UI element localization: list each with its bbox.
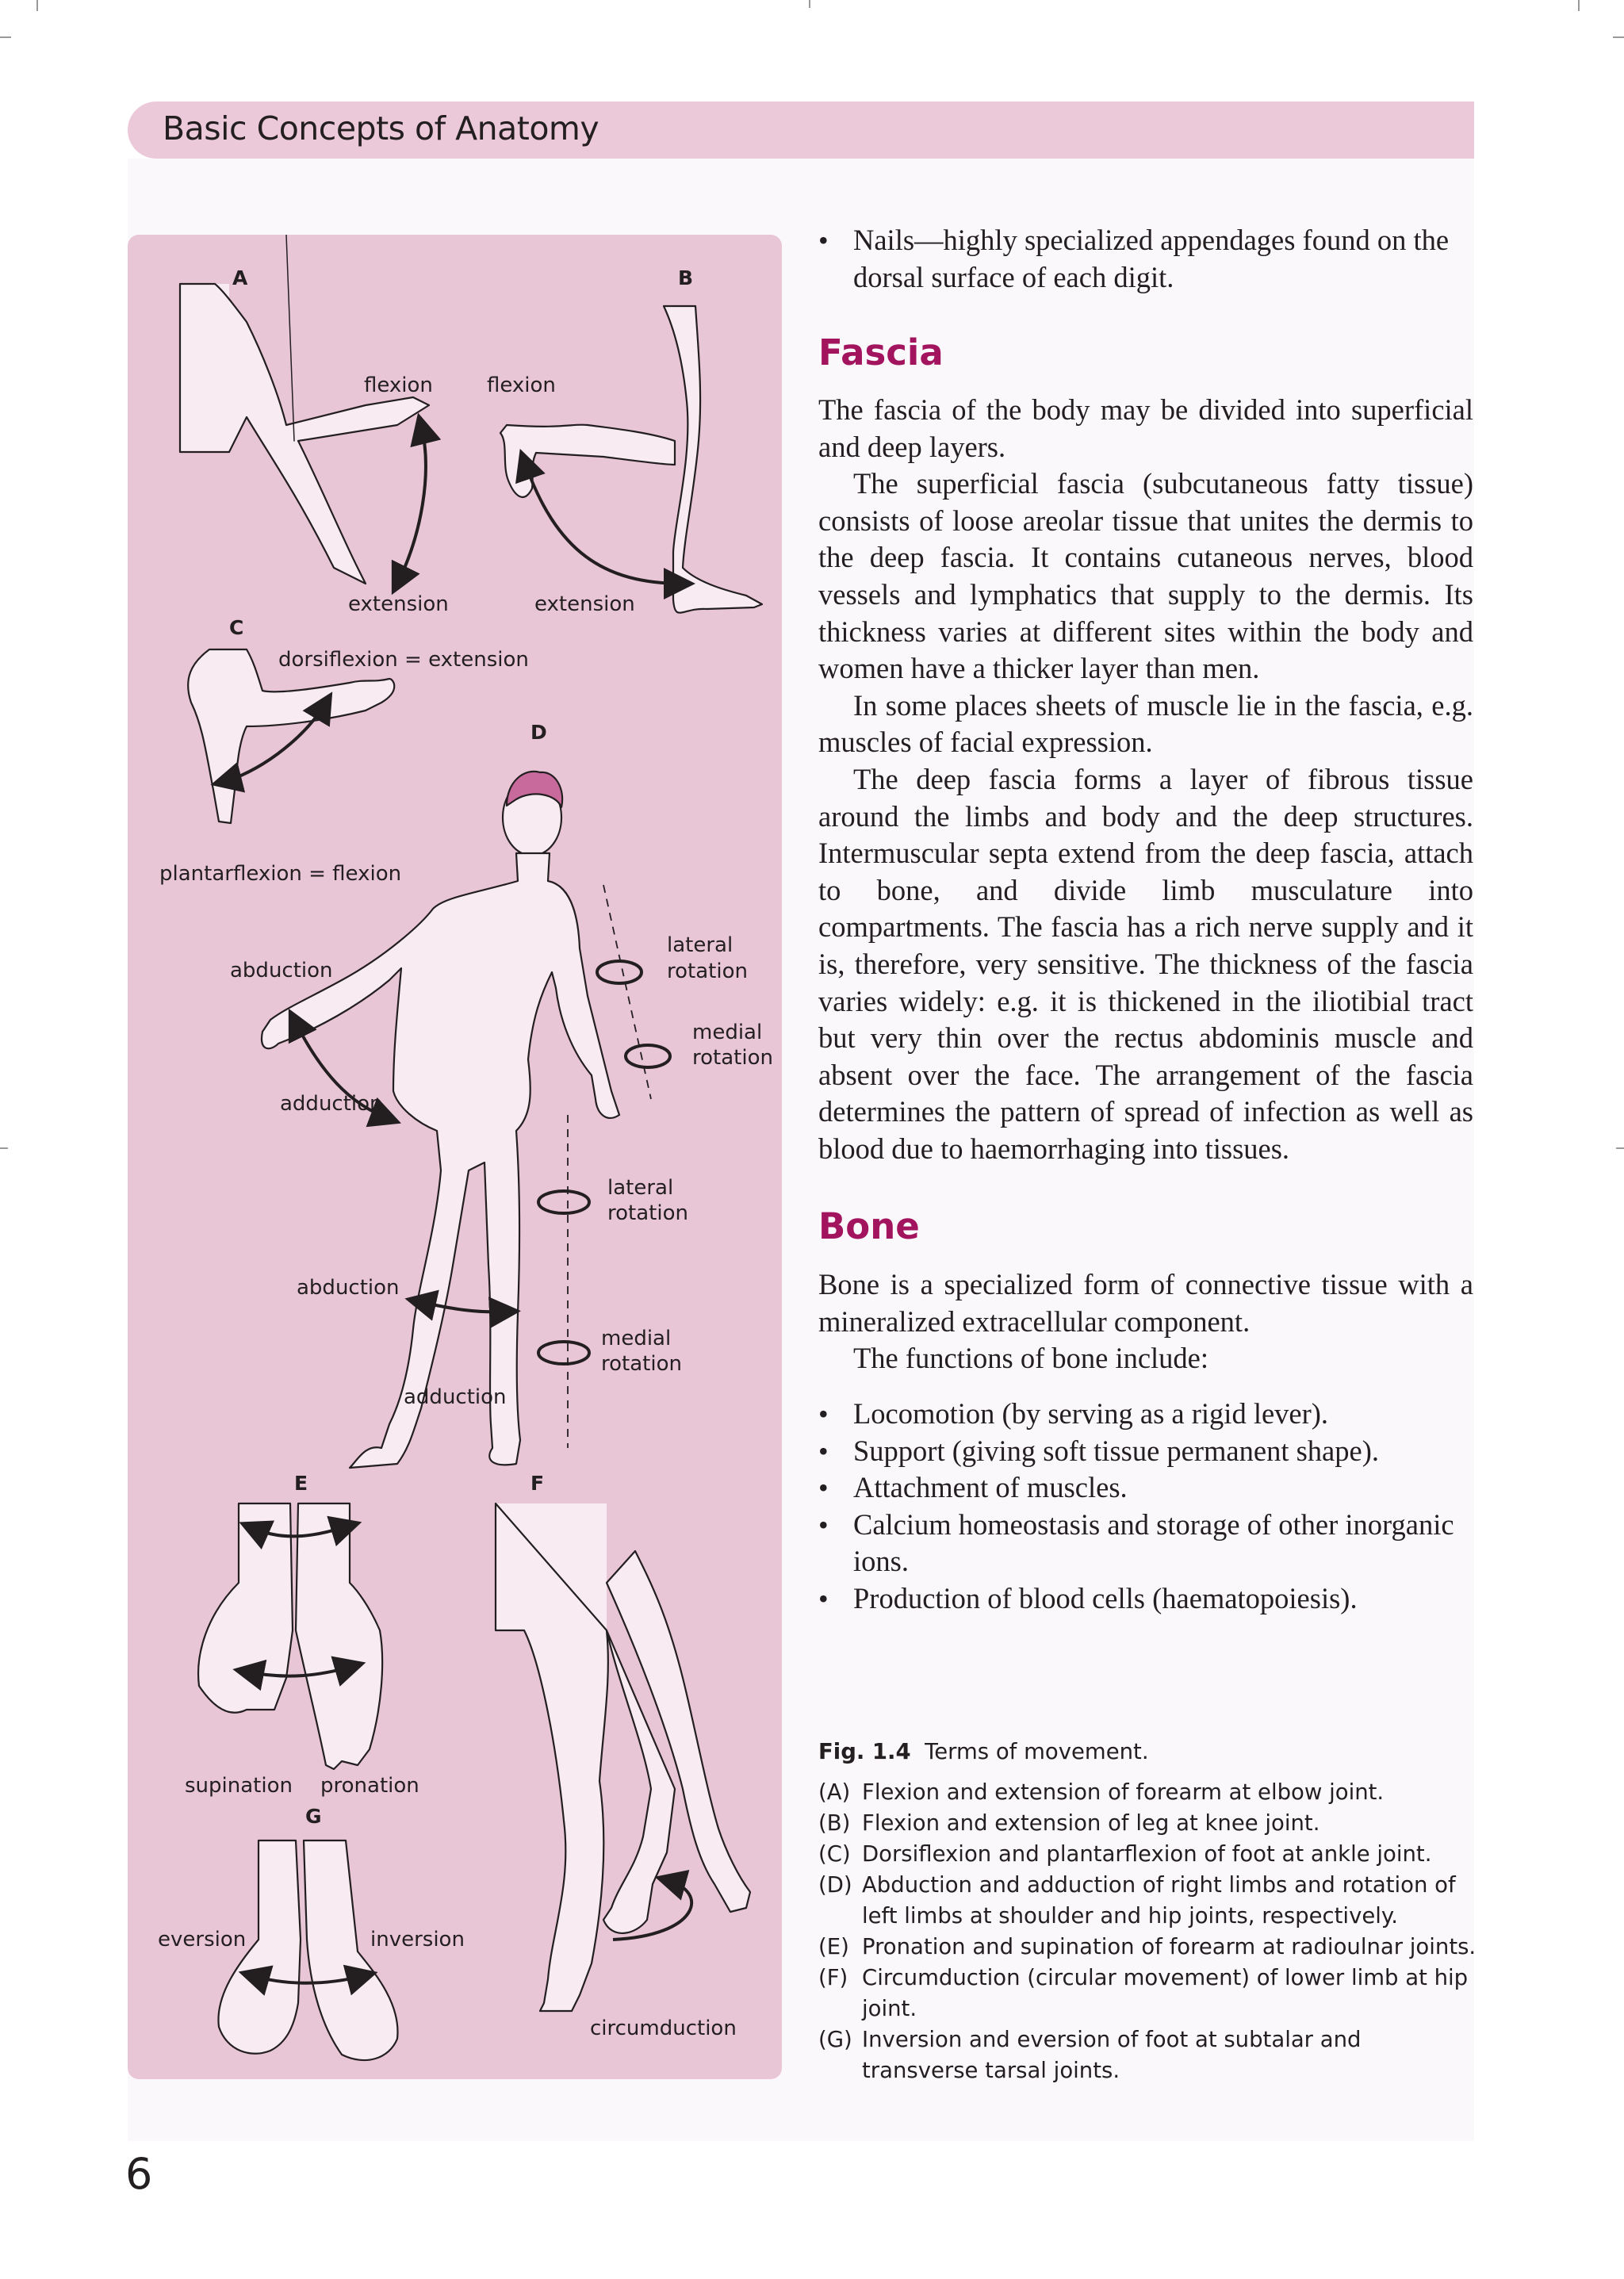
list-item: [818, 1396, 1473, 1433]
intro-bullet-block: [818, 222, 1473, 296]
caption-text: Flexion and extension of forearm at elbow joint.: [862, 1779, 1385, 1805]
crop-mark: [0, 36, 11, 38]
panel-e-hands-illustration: [198, 1503, 382, 1769]
label-b-extension: extension: [534, 592, 635, 616]
caption-text: Inversion and eversion of foot at subtalar and transverse tarsal joints.: [862, 2027, 1362, 2083]
list-item: [818, 1507, 1473, 1580]
fascia-paragraph-3: In some places sheets of muscle lie in the fascia, e.g. muscles of facial expression.: [818, 688, 1473, 759]
caption-tag: (B): [818, 1810, 851, 1836]
label-d-lateral-rotation-leg-2: rotation: [607, 1201, 688, 1225]
fascia-paragraph-4: The deep fascia forms a layer of fibrous tissue around the limbs and body and the deep structures. Intermuscular septa extend from the deep fascia, attach to bone, and divide limb musculature into compartments. The fascia has a rich nerve supply and it is, therefore, very sensitive. The thickness of the fascia varies widely: e.g. it is thickened in the iliotibial tract but very thin over the rectus abdominis muscle and absent over the face. The arrangement of the fascia determines the pattern of spread of infection as well as blood due to haemorrhaging into tissues.: [818, 762, 1473, 1165]
label-d-adduction-leg: adduction: [404, 1385, 507, 1409]
panel-letter-b: B: [678, 266, 694, 289]
svg-text:F: [530, 1472, 544, 1495]
caption-item: [818, 2024, 1477, 2086]
svg-text:E: [294, 1472, 308, 1495]
caption-item: [818, 1932, 1477, 1963]
panel-d-arm-medial-rotation-loop: [626, 1045, 670, 1067]
label-e-pronation: pronation: [320, 1774, 419, 1798]
caption-label: Fig. 1.4: [818, 1739, 911, 1764]
caption-tag: (A): [818, 1779, 851, 1805]
label-d-medial-rotation-arm-2: rotation: [692, 1046, 773, 1070]
label-c-dorsiflexion: dorsiflexion = extension: [278, 648, 529, 672]
panel-d-arm-axis: [603, 885, 651, 1099]
intro-bullet: [818, 222, 1473, 296]
label-d-abduction-arm: abduction: [230, 959, 333, 982]
svg-text:D: [530, 721, 547, 744]
caption-tag: (E): [818, 1934, 849, 1959]
label-c-plantarflexion: plantarflexion = flexion: [159, 862, 402, 886]
label-a-extension: extension: [348, 592, 449, 616]
label-d-medial-rotation-leg: medial: [601, 1327, 672, 1350]
caption-item: [818, 1839, 1477, 1870]
running-header-title: Basic Concepts of Anatomy: [163, 109, 599, 147]
crop-mark: [0, 1147, 8, 1149]
caption-item: [818, 1963, 1477, 2024]
caption-tag: (F): [818, 1965, 848, 1990]
panel-b-flexion-arrow: [524, 461, 683, 584]
panel-f-leg-illustration: [496, 1503, 750, 2011]
caption-text: Flexion and extension of leg at knee joint.: [862, 1810, 1320, 1836]
caption-tag: (C): [818, 1841, 851, 1867]
crop-mark: [1616, 1147, 1624, 1149]
panel-letter-g: G: [305, 1805, 322, 1828]
panel-a-flexion-arrow: [397, 425, 426, 584]
intro-bullet-text: Nails—highly specialized appendages found on the dorsal surface of each digit.: [853, 224, 1450, 293]
svg-text:C: [229, 616, 243, 639]
label-a-flexion: flexion: [364, 373, 433, 397]
panel-a-arm-illustration: [180, 235, 429, 584]
crop-mark: [1578, 0, 1580, 11]
label-d-medial-rotation-leg-2: rotation: [601, 1352, 682, 1376]
panel-letter-a: A: [232, 266, 248, 289]
caption-text: Dorsiflexion and plantarflexion of foot at ankle joint.: [862, 1841, 1432, 1867]
bone-paragraph-1: Bone is a specialized form of connective tissue with a mineralized extracellular component.: [818, 1268, 1473, 1338]
bone-body: [818, 1266, 1473, 1377]
panel-d-leg-medial-rotation-loop: [538, 1342, 589, 1364]
caption-text: Pronation and supination of forearm at radioulnar joints.: [862, 1934, 1477, 1959]
label-d-lateral-rotation-arm: lateral: [667, 933, 733, 957]
fascia-paragraph-2: The superficial fascia (subcutaneous fatty tissue) consists of loose areolar tissue that unites the dermis to the deep fascia. It contains cutaneous nerves, blood vessels and lymphatics that supply to the dermis. Its thickness varies at different sites within the body and women have a thicker layer than men.: [818, 467, 1473, 685]
panel-c-foot-illustration: [188, 649, 394, 823]
label-g-eversion: eversion: [158, 1928, 247, 1952]
fascia-body: [818, 392, 1473, 1167]
caption-title-line: [818, 1737, 1477, 1768]
label-d-abduction-leg: abduction: [297, 1276, 400, 1300]
label-d-lateral-rotation-leg: lateral: [607, 1176, 674, 1200]
list-item: [818, 1433, 1473, 1470]
label-b-flexion: flexion: [487, 373, 556, 397]
list-item: [818, 1580, 1473, 1618]
bone-paragraph-2: The functions of bone include:: [853, 1342, 1209, 1375]
bone-function-4: Calcium homeostasis and storage of other inorganic ions.: [853, 1507, 1454, 1578]
fascia-heading: Fascia: [818, 331, 944, 373]
caption-title: Terms of movement.: [925, 1739, 1149, 1764]
panel-letter-c: C: [229, 616, 244, 639]
svg-text:B: [678, 266, 693, 289]
bone-heading: Bone: [818, 1205, 920, 1247]
label-d-lateral-rotation-arm-2: rotation: [667, 959, 748, 983]
panel-d-arm-lateral-rotation-loop: [597, 961, 642, 983]
bone-functions-list: [818, 1396, 1473, 1618]
svg-text:G: [305, 1805, 322, 1828]
bone-function-2: Support (giving soft tissue permanent shape).: [853, 1434, 1379, 1467]
panel-letter-f: F: [530, 1472, 545, 1495]
label-g-inversion: inversion: [370, 1928, 465, 1952]
label-d-adduction-arm: adduction: [280, 1092, 383, 1116]
panel-letter-d: D: [530, 721, 547, 744]
label-f-circumduction: circumduction: [590, 2017, 737, 2040]
label-e-supination: supination: [185, 1774, 293, 1798]
caption-item: [818, 1870, 1477, 1932]
bone-function-3: Attachment of muscles.: [853, 1471, 1128, 1504]
caption-text: Circumduction (circular movement) of lower limb at hip joint.: [862, 1965, 1469, 2021]
caption-tag: (G): [818, 2027, 852, 2052]
crop-mark: [809, 0, 810, 8]
bone-function-5: Production of blood cells (haematopoiesis).: [853, 1581, 1358, 1614]
panel-letter-e: E: [294, 1472, 308, 1495]
terms-of-movement-figure: [128, 235, 782, 2079]
page-number: 6: [125, 2149, 153, 2199]
panel-d-leg-lateral-rotation-loop: [538, 1191, 589, 1213]
list-item: [818, 1469, 1473, 1507]
caption-text: Abduction and adduction of right limbs and rotation of left limbs at shoulder and hip joints, respectively.: [862, 1872, 1456, 1929]
figure-caption: [818, 1737, 1477, 2086]
fascia-paragraph-1: The fascia of the body may be divided into superficial and deep layers.: [818, 393, 1473, 463]
caption-item: [818, 1777, 1477, 1808]
panel-b-leg-illustration: [500, 306, 762, 613]
crop-mark: [1613, 36, 1624, 38]
caption-item: [818, 1808, 1477, 1839]
crop-mark: [36, 0, 38, 11]
bone-function-1: Locomotion (by serving as a rigid lever).: [853, 1397, 1329, 1430]
label-d-medial-rotation-arm: medial: [692, 1021, 763, 1044]
caption-tag: (D): [818, 1872, 852, 1898]
svg-text:A: [232, 266, 248, 289]
